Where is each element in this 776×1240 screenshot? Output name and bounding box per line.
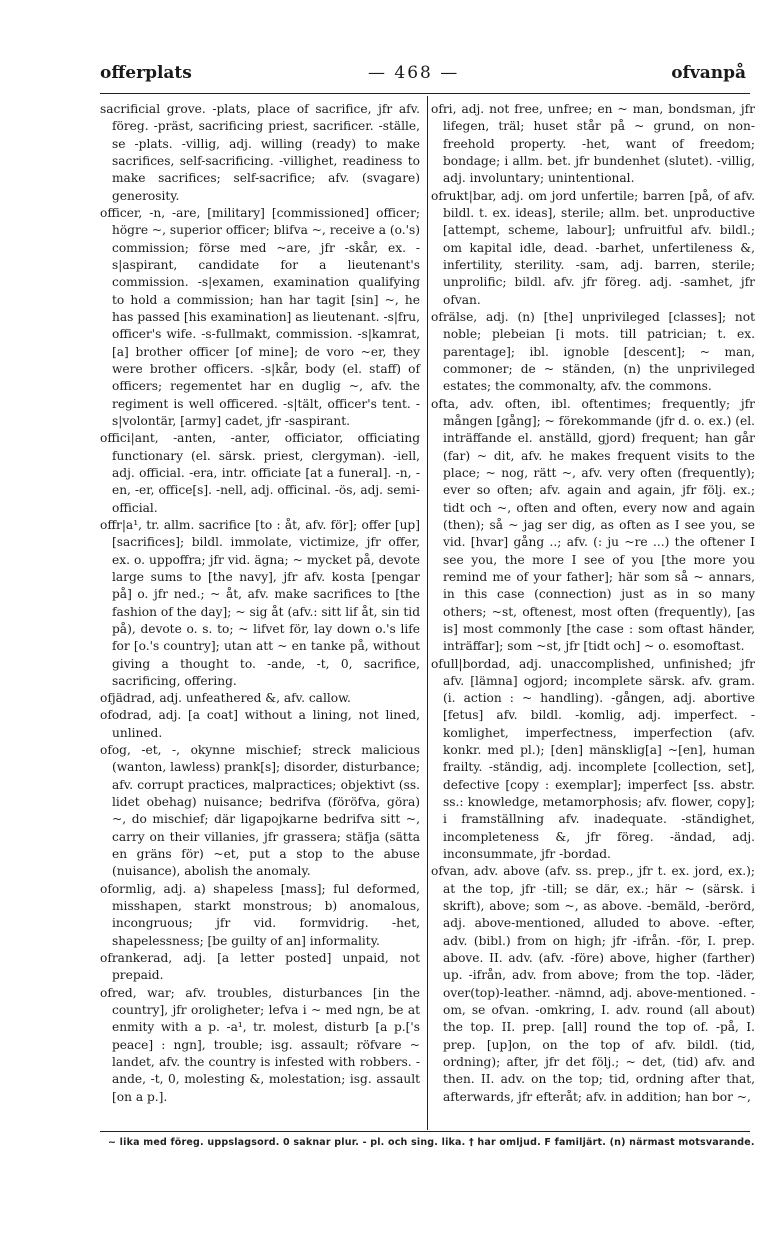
header-rule xyxy=(100,93,750,94)
dictionary-entry: ofrälse, adj. (n) [the] unprivileged [classes]; not noble; plebeian [i mots. till patrician; t. ex. parentage]; ibl. ignoble [descent]; ~ man, commoner; de ~ ständen, (n) the unprivileged estates; the commonalty, afv. the commons. xyxy=(431,309,755,394)
dictionary-entry: sacrificial grove. -plats, place of sacrifice, jfr afv. föreg. -präst, sacrificing priest, sacrificer. -ställe, se -plats. -villig, adj. willing (ready) to make sacrifices, self-sacrificing. -villighet, readiness to make sacrifices; self-sacrifice; afv. (svagare) generosity. xyxy=(100,102,420,203)
dictionary-entry: offr|a¹, tr. allm. sacrifice [to : åt, afv. för]; offer [up] [sacrifices]; bildl. immolate, victimize, jfr offer, ex. o. uppoffra; jfr vid. ägna; ~ mycket på, devote large sums to [the navy], jfr afv. kosta [pengar på] o. jfr ned.; ~ åt, afv. make sacrifices to [the fashion of the day]; ~ sig åt (afv.: sitt lif åt, sin tid på), devote o. s. to; ~ lifvet för, lay down o.'s life for [o.'s country]; utan att ~ en tanke på, without giving a thought to. -ande, -t, 0, sacrifice, sacrificing, offering. xyxy=(100,517,420,688)
right-column xyxy=(431,101,755,1106)
dictionary-entry: ofri, adj. not free, unfree; en ~ man, bondsman, jfr lifegen, träl; huset står på ~ grund, on non-freehold property. -het, want of freedom; bondage; i allm. bet. jfr bundenhet (slutet). -villig, adj. involuntary; unintentional. xyxy=(431,102,755,186)
dictionary-entry: ofog, -et, -, okynne mischief; streck malicious (wanton, lawless) prank[s]; disorder, disturbance; afv. corrupt practices, malpractices; objektivt (ss. lidet obehag) nuisance; bedrifva (föröfva, göra) ~, do mischief; där ligapojkarne bedrifva sitt ~, carry on their villanies, jfr grassera; stäfja (sätta en gräns för) ~et, put a stop to the abuse (nuisance), abolish the anomaly. xyxy=(100,743,420,879)
dictionary-entry: ofodrad, adj. [a coat] without a lining, not lined, unlined. xyxy=(100,708,420,740)
page-header xyxy=(100,63,746,85)
dictionary-entry: oformlig, adj. a) shapeless [mass]; ful deformed, misshapen, starkt monstrous; b) anomalous, incongruous; jfr vid. formvidrig. -het, shapelessness; [be guilty of an] informality. xyxy=(100,881,420,948)
header-right-guideword: ofvanpå xyxy=(671,63,746,83)
footer-rule xyxy=(100,1131,750,1132)
dictionary-entry: ofred, war; afv. troubles, disturbances [in the country], jfr oroligheter; lefva i ~ med ngn, be at enmity with a p. -a¹, tr. molest, disturb [a p.['s peace] : ngn], trouble; isg. assault; röfvare ~ landet, afv. the country is infested with robbers. -ande, -t, 0, molesting &, molestation; isg. assault [on a p.]. xyxy=(100,985,420,1104)
left-column xyxy=(100,101,420,1106)
header-left-guideword: offerplats xyxy=(100,63,192,83)
dictionary-entry: ofjädrad, adj. unfeathered &, afv. callow. xyxy=(100,691,351,706)
dictionary-entry: officer, -n, -are, [military] [commissioned] officer; högre ~, superior officer; blifva ~, receive a (o.'s) commission; förse med ~are, jfr -skår, ex. -s|aspirant, candidate for a lieutenant's commission. -s|examen, examination qualifying to hold a commission; han har tagit [sin] ~, he has passed [his examination] as lieutenant. -s|fru, officer's wife. -s-fullmakt, commission. -s|kamrat, [a] brother officer [of mine]; de voro ~er, they were brother officers. -s|kår, body (el. staff) of officers; regementet har en duglig ~, afv. the regiment is well officered. -s|tält, officer's tent. -s|volontär, [army] cadet, jfr -saspirant. xyxy=(100,205,420,428)
dictionary-entry: ofrukt|bar, adj. om jord unfertile; barren [på, of afv. bildl. t. ex. ideas], sterile; allm. bet. unproductive [attempt, scheme, labour]; unfruitful afv. bildl.; om kapital idle, dead. -barhet, unfertileness &, infertility, sterility. -sam, adj. barren, sterile; unprolific; bildl. afv. jfr föreg. adj. -samhet, jfr ofvan. xyxy=(431,188,755,307)
column-divider xyxy=(427,96,428,1130)
page-number: — 468 — xyxy=(368,63,460,83)
abbreviation-key-footnote: ~ lika med föreg. uppslagsord. 0 saknar plur. - pl. och sing. lika. † har omljud. F familjärt. (n) närmast motsvarande. xyxy=(108,1137,755,1148)
dictionary-entry: ofull|bordad, adj. unaccomplished, unfinished; jfr afv. [lämna] ogjord; incomplete särsk. afv. gram. (i. action : ~ handling). -gången, adj. abortive [fetus] afv. bildl. -komlig, adj. imperfect. -komlighet, imperfectness, imperfection (afv. konkr. med pl.); [den] mänsklig[a] ~[en], human frailty. -ständig, adj. incomplete [collection, set], defective [copy : exemplar]; imperfect [ss. abstr. ss.: knowledge, metamorphosis; afv. flower, copy]; i framställning afv. inadequate. -ständighet, incompleteness &, jfr föreg. -ändad, adj. inconsummate, jfr -bordad. xyxy=(431,656,755,862)
dictionary-entry: ofta, adv. often, ibl. oftentimes; frequently; jfr mången [gång]; ~ förekommande (jfr d. o. ex.) (el. inträffande el. anställd, gjord) frequent; han går (far) ~ dit, afv. he makes frequent visits to the place; ~ nog, rätt ~, afv. very often (frequently); ever so often; afv. again and again, jfr följ. ex.; tidt och ~, often and often, every now and again (then); så ~ jag ser dig, as often as I see you, se vid. [hvar] gång ..; afv. (: ju ~re ...) the oftener I see you, the more I see of you [the more you remind me of your father]; här som så ~ annars, in this case (connection) just as in so many others; ~st, oftenest, most often (frequently), [as is] most commonly [the case : som oftast händer, inträffar]; som ~st, jfr [tidt och] ~ o. esomoftast. xyxy=(431,396,755,654)
dictionary-entry: ofrankerad, adj. [a letter posted] unpaid, not prepaid. xyxy=(100,951,420,983)
dictionary-entry: offici|ant, -anten, -anter, officiator, officiating functionary (el. särsk. priest, clergyman). -iell, adj. official. -era, intr. officiate [at a funeral]. -n, -en, -er, office[s]. -nell, adj. officinal. -ös, adj. semi-official. xyxy=(100,431,420,515)
dictionary-entry: ofvan, adv. above (afv. ss. prep., jfr t. ex. jord, ex.); at the top, jfr -till; se där, ex.; här ~ (särsk. i skrift), above; som ~, as above. -bemäld, -berörd, adj. above-mentioned, alluded to above. -efter, adv. (bibl.) from on high; jfr -ifrån. -för, I. prep. above. II. adv. (afv. -före) above, higher (farther) up. -ifrån, adv. from above; from the top. -läder, over(top)-leather. -nämnd, adj. above-mentioned. -om, se ofvan. -omkring, I. adv. round (all about) the top. II. prep. [all] round the top of. -på, I. prep. [up]on, on the top of afv. bildl. (tid, ordning); after, jfr det följ.; ~ det, (tid) afv. and then. II. adv. on the top; tid, ordning after that, afterwards, jfr efteråt; afv. in addition; han bor ~, xyxy=(431,864,755,1104)
